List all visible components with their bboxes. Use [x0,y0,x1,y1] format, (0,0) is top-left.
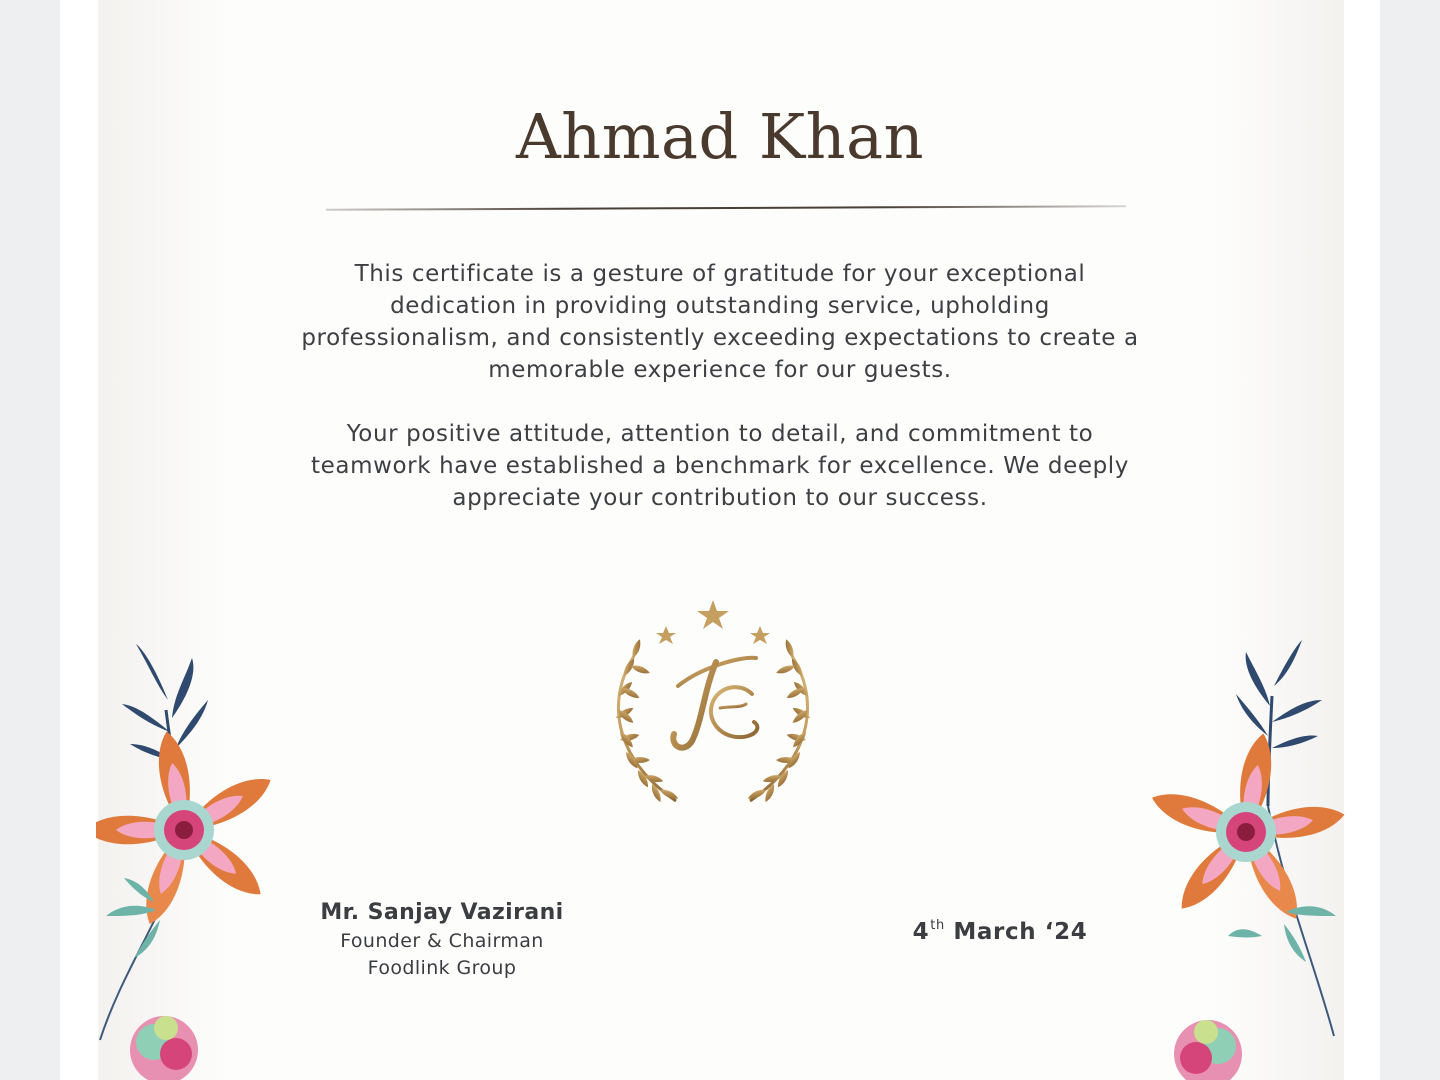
laurel-right-icon [747,638,812,803]
recipient-name: Ahmad Khan [516,100,924,173]
certificate-date [900,918,1100,945]
laurel-left-icon [615,638,680,803]
signatory-organization: Foodlink Group [367,957,517,979]
floral-decoration-icon [96,640,296,1080]
certificate-paragraph-1: This certificate is a gesture of gratitude for your exceptional dedication in providing outstanding service, upholding professionalism, and consistently exceeding expectations to create a memorable experience for our guests. [301,261,1139,383]
signatory-name: Mr. Sanjay Vazirani [320,900,564,925]
floral-decoration-icon [1136,636,1348,1080]
laurel-wreath-monogram-icon [600,596,826,812]
signatory-title: Founder & Chairman [340,930,544,952]
certificate-paragraph-2: Your positive attitude, attention to detail, and commitment to teamwork have established a benchmark for excellence. We deeply appreciate your contribution to our success. [311,421,1129,511]
date-suffix: th [930,918,945,933]
monogram-icon [673,658,757,748]
star-icon [750,626,770,644]
signatory-block [302,898,582,982]
date-month-year: March ‘24 [953,919,1088,945]
star-icon [656,626,676,644]
star-icon [697,600,729,629]
date-day: 4 [912,919,930,945]
